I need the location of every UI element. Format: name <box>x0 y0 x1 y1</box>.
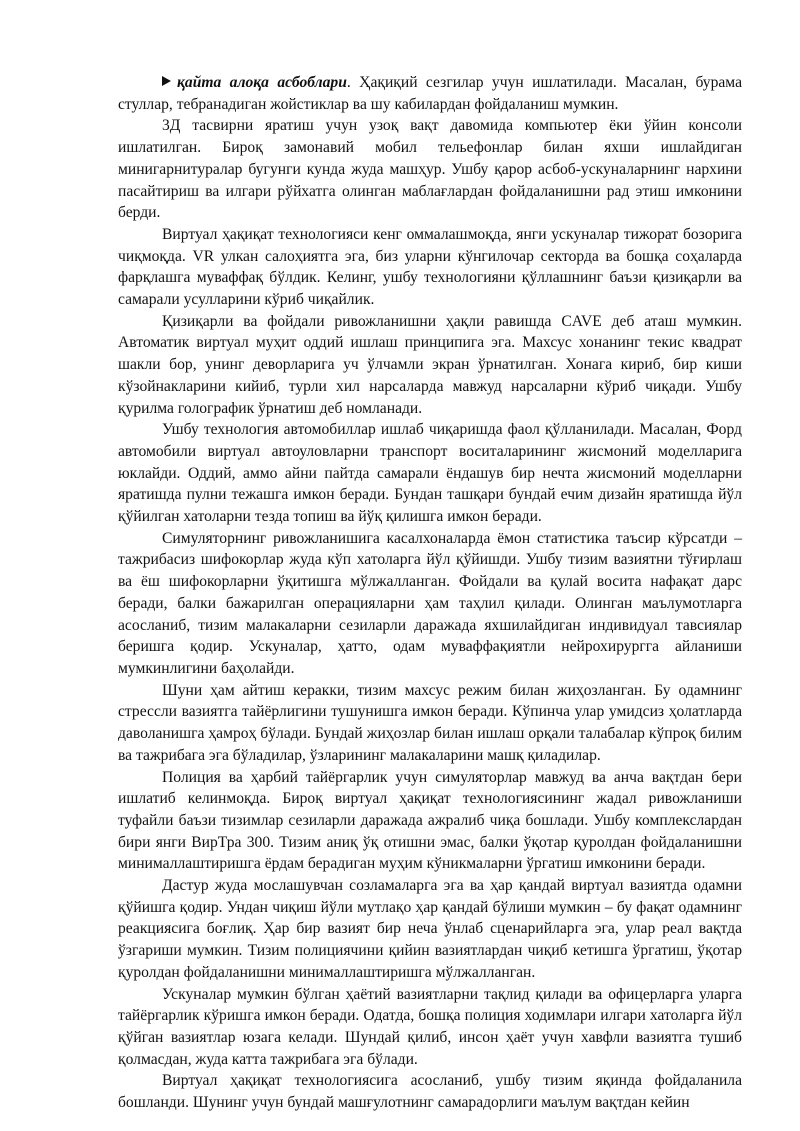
document-page <box>118 72 742 1114</box>
bullet-item <box>118 72 742 115</box>
paragraph: Ушбу технология автомобиллар ишлаб чиқаришда фаол қўлланилади. Масалан, Форд автомобили виртуал автоуловларни транспорт воситаларининг жисмоний моделларига юклайди. Оддий, аммо айни пайтда самарали ёндашув бир нечта жисмоний моделларни яратишда пулни тежашга имкон беради. Бундан ташқари бундай ечим дизайн яратишда йўл қўйилган хатоларни тезда топиш ва йўқ қилишга имкон беради. <box>118 421 742 526</box>
bullet-text: . Ҳақиқий сезгилар учун ишлатилади. Масалан, бурама стуллар, тебранадиган жойстиклар ва шу кабилардан фойдаланиш мумкин. <box>118 74 742 113</box>
bullet-heading: қайта алоқа асбоблари <box>177 74 347 91</box>
paragraph: 3Д тасвирни яратиш учун узоқ вақт давомида компьютер ёки ўйин консоли ишлатилган. Бироқ замонавий мобил тельефонлар билан яхши ишлайдиган минигарнитуралар бугунги кунда жуда машҳур. Ушбу қарор асбоб-ускуналарнинг нархини пасайтириш ва илгари рўйхатга олинган маблағлардан фойдаланишни рад этиш имконини берди. <box>118 117 742 222</box>
arrow-bullet-icon <box>162 76 171 86</box>
paragraph: Виртуал ҳақиқат технологиясига асосланиб, ушбу тизим яқинда фойдаланила бошланди. Шунинг учун бундай машғулотнинг самарадорлиги маълум вақтдан кейин <box>118 1072 742 1112</box>
paragraph: Симуляторнинг ривожланишига касалхоналарда ёмон статистика таъсир кўрсатди – тажрибасиз шифокорлар жуда кўп хатоларга йўл қўйишди. Ушбу тизим вазиятни тўғирлаш ва ёш шифокорларни ўқитишга мўлжалланган. Фойдали ва қулай восита нафақат дарс беради, балки бажарилган операцияларни ҳам таҳлил қилади. Олинган маълумотларга асосланиб, тизим малакаларни сезиларли даражада яхшилайдиган индивидуал тавсиялар беришга қодир. Ускуналар, ҳатто, одам муваффақиятли нейрохирургга айланиши мумкинлигини баҳолайди. <box>118 529 742 677</box>
paragraph: Қизиқарли ва фойдали ривожланишни ҳақли равишда CAVE деб аташ мумкин. Автоматик виртуал муҳит оддий ишлаш принципига эга. Махсус хонанинг текис квадрат шакли бор, унинг деворларига уч ўлчамли экран ўрнатилган. Хонага кириб, бир киши кўзойнакларини кийиб, турли хил нарсаларда мавжуд нарсаларни кўриб чиқади. Ушбу қурилма голографик ўрнатиш деб номланади. <box>118 312 742 417</box>
paragraph: Полиция ва ҳарбий тайёргарлик учун симуляторлар мавжуд ва анча вақтдан бери ишлатиб келинмоқда. Бироқ виртуал ҳақиқат технологиясининг жадал ривожланиши туфайли баъзи тизимлар сезиларли даражада ажралиб чиқа бошлади. Ушбу комплекслардан бири янги ВирТра 300. Тизим аниқ ўқ отишни эмас, балки ўқотар қуролдан фойдаланишни минималлаштиришга ёрдам берадиган муҳим кўникмаларни ўргатиш имконини беради. <box>118 768 742 873</box>
paragraph: Виртуал ҳақиқат технологияси кенг оммалашмоқда, янги ускуналар тижорат бозорига чиқмоқда. VR улкан салоҳиятга эга, биз уларни кўнгилочар секторда ва бошқа соҳаларда фарқлашга муваффақ бўлдик. Келинг, ушбу технологияни қўллашнинг баъзи қизиқарли ва самарали усулларини кўриб чиқайлик. <box>118 225 742 309</box>
paragraph: Шуни ҳам айтиш керакки, тизим махсус режим билан жиҳозланган. Бу одамнинг стрессли вазиятга тайёрлигини тушунишга имкон беради. Кўпинча улар умидсиз ҳолатларда даволанишга ҳамроҳ бўлади. Бундай жиҳозлар билан ишлаш орқали талабалар кўпроқ билим ва тажрибага эга бўладилар, ўзларининг малакаларини машқ қиладилар. <box>118 681 742 764</box>
paragraph: Дастур жуда мослашувчан созламаларга эга ва ҳар қандай виртуал вазиятда одамни қўйишга қодир. Ундан чиқиш йўли мутлақо ҳар қандай бўлиши мумкин – бу фақат одамнинг реакциясига боғлиқ. Ҳар бир вазият бир неча ўнлаб сценарийларга эга, улар реал вақтда ўзгариши мумкин. Тизим полициячини қийин вазиятлардан чиқиб кетишга ўргатиш, ўқотар қуролдан фойдаланишни минималлаштиришга мўлжалланган. <box>118 877 742 981</box>
paragraph: Ускуналар мумкин бўлган ҳаётий вазиятларни тақлид қилади ва офицерларга уларга тайёргарлик кўришга имкон беради. Одатда, бошқа полиция ходимлари илгари хатоларга йўл қўйган вазиятлар юзага келади. Шундай қилиб, инсон ҳаёт учун хавфли вазиятга тушиб қолмасдан, жуда катта тажрибага эга бўлади. <box>118 985 742 1068</box>
